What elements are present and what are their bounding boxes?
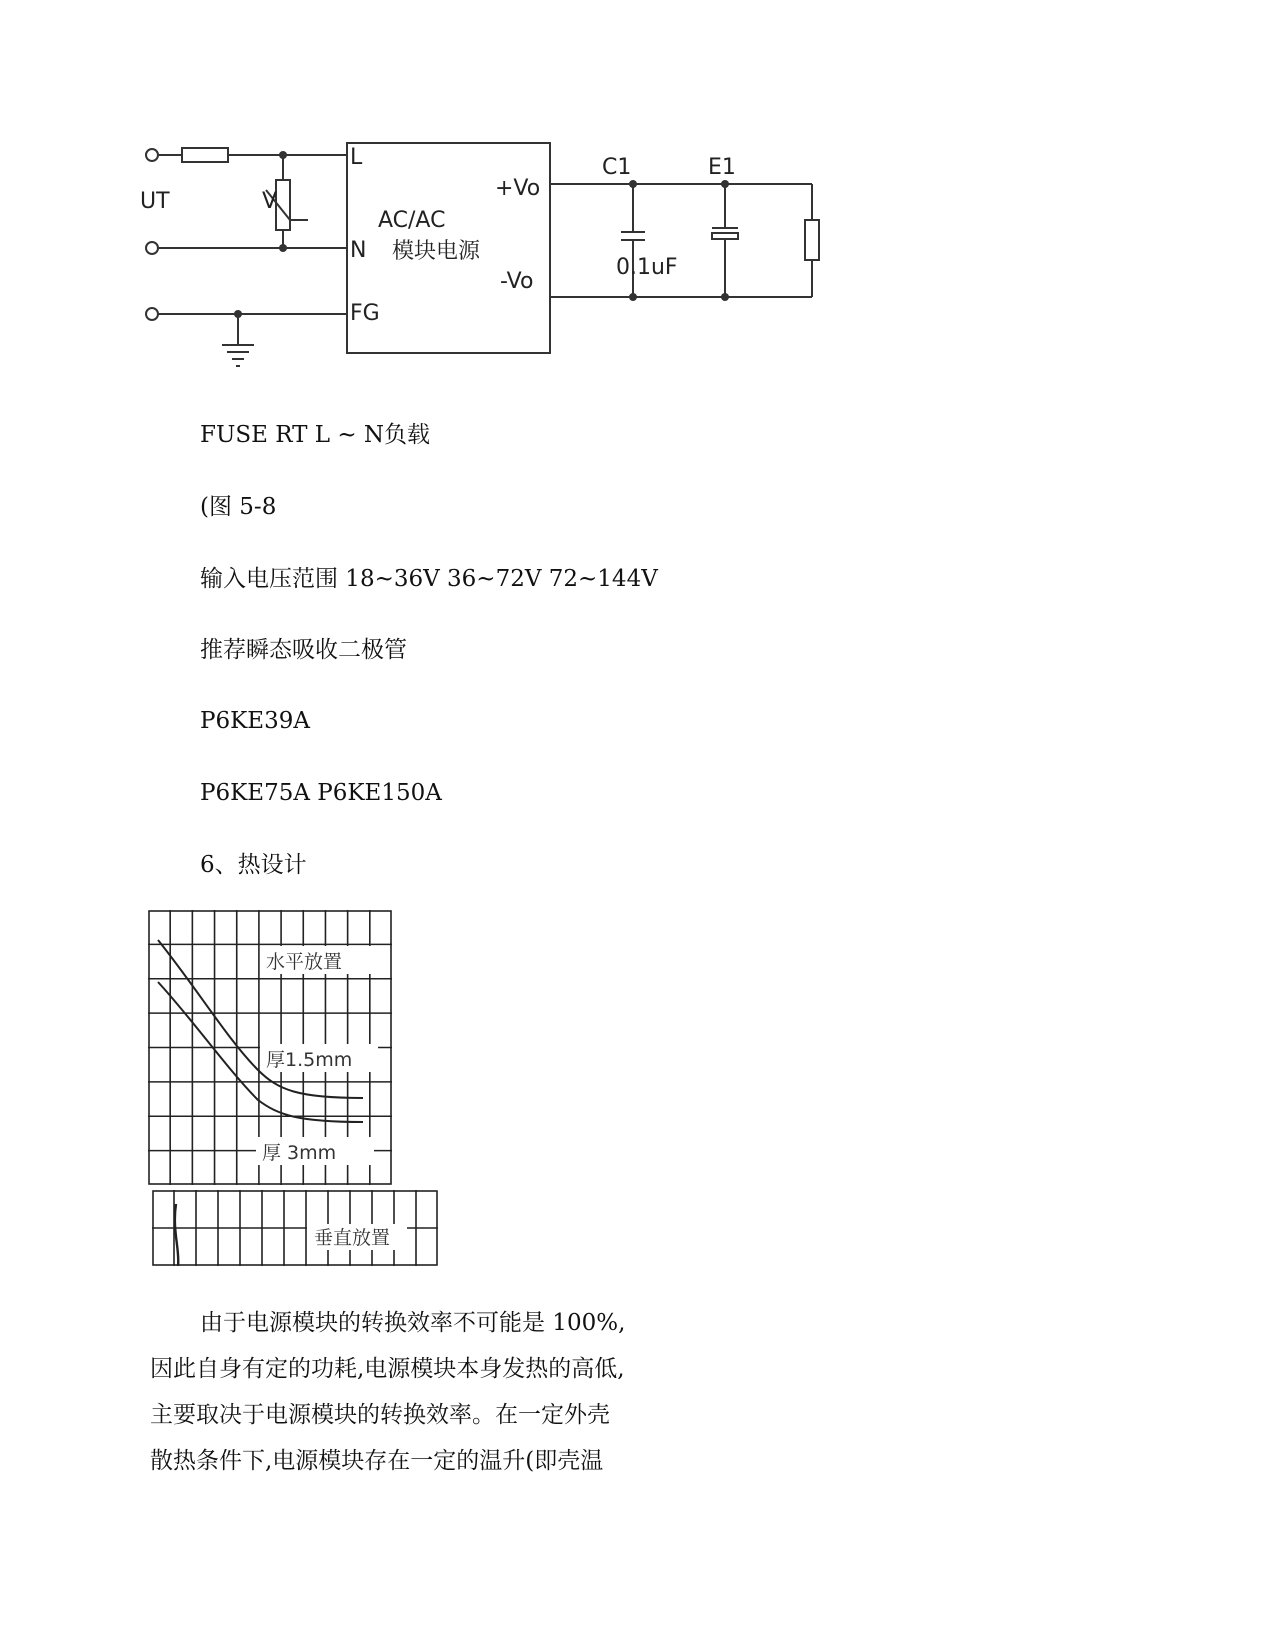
module-label-1: AC/AC [378, 208, 446, 233]
graph-vertical-title: 垂直放置 [314, 1227, 391, 1249]
graph-horizontal-title: 水平放置 [266, 951, 343, 973]
cap-value-label: 0.1uF [616, 255, 678, 280]
tvs-part-1: P6KE39A [200, 708, 310, 734]
out-pos-label: +Vo [495, 176, 541, 201]
graph-vertical [152, 1190, 438, 1266]
curve-vertical [175, 1204, 178, 1266]
terminal-n [146, 242, 158, 254]
body-line-4: 散热条件下,电源模块存在一定的温升(即壳温 [150, 1448, 604, 1474]
circuit-diagram [140, 140, 860, 390]
body-paragraph [150, 1300, 670, 1484]
input-range: 输入电压范围 18~36V 36~72V 72~144V [200, 566, 658, 592]
tvs-part-2: P6KE75A P6KE150A [200, 780, 442, 806]
body-line-2: 因此自身有定的功耗,电源模块本身发热的高低, [150, 1356, 625, 1382]
pin-fg-label: FG [350, 301, 380, 326]
curve-1-label: 厚1.5mm [266, 1049, 353, 1071]
curve-2-label: 厚 3mm [262, 1142, 337, 1164]
load-resistor [805, 220, 819, 260]
pin-l-label: L [350, 145, 363, 170]
body-line-3: 主要取决于电源模块的转换效率。在一定外壳 [150, 1402, 610, 1428]
tvs-title: 推荐瞬态吸收二极管 [200, 637, 407, 663]
terminal-fg [146, 308, 158, 320]
label-varistor: V [262, 189, 278, 214]
figure-ref: (图 5-8 [200, 494, 277, 520]
e1-label: E1 [708, 155, 736, 180]
section-heading: 6、热设计 [200, 852, 307, 878]
pin-n-label: N [350, 238, 367, 263]
terminal-l [146, 149, 158, 161]
graph-horizontal [148, 910, 392, 1185]
caption-row: FUSE RT L ~ N负载 [200, 422, 431, 448]
c1-label: C1 [602, 155, 632, 180]
body-line-1: 由于电源模块的转换效率不可能是 100%, [200, 1310, 626, 1336]
module-label-2: 模块电源 [392, 239, 481, 264]
fuse-symbol [182, 148, 228, 162]
out-neg-label: -Vo [500, 269, 534, 294]
label-ut: UT [140, 189, 170, 214]
